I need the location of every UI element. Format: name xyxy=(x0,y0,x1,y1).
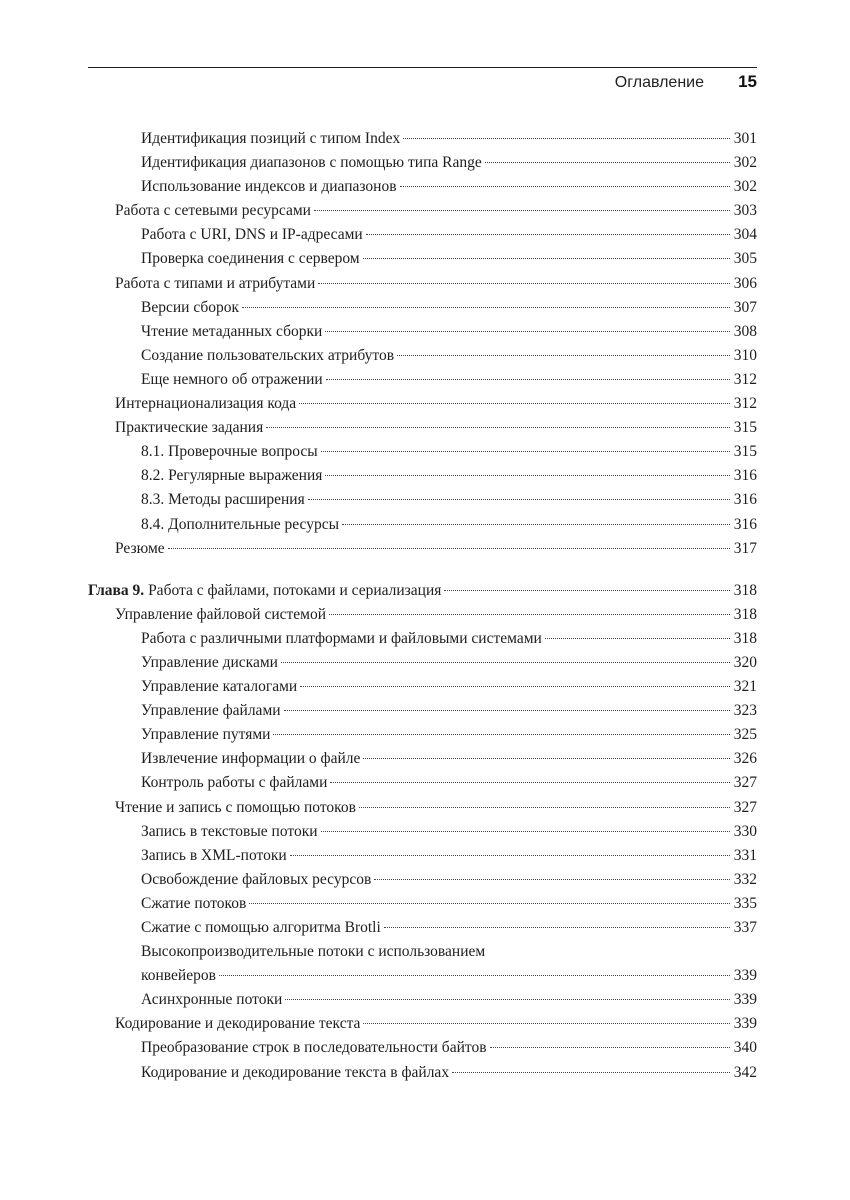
toc-entry-title: Кодирование и декодирование текста в файлах xyxy=(141,1063,450,1081)
toc-entry xyxy=(88,1061,757,1085)
toc-entry xyxy=(88,988,757,1012)
toc-entry xyxy=(88,892,757,916)
toc-entry-title: 8.1. Проверочные вопросы xyxy=(141,443,318,461)
toc-entry-title: Преобразование строк в последовательности байтов xyxy=(141,1039,487,1057)
toc-entry xyxy=(88,320,757,344)
toc-entry xyxy=(88,651,757,675)
dot-leader xyxy=(444,590,730,591)
dot-leader xyxy=(366,234,730,235)
toc-entry-title-continuation: конвейеров xyxy=(141,967,216,985)
toc-entry-page: 307 xyxy=(733,298,757,316)
toc-entry-page: 340 xyxy=(733,1039,757,1057)
toc-entry-page: 316 xyxy=(733,515,757,533)
toc-entry-title: Версии сборок xyxy=(141,298,240,316)
toc-entry xyxy=(88,796,757,820)
toc-entry-title: Работа с различными платформами и файловыми системами xyxy=(141,629,542,647)
toc-entry-title: Асинхронные потоки xyxy=(141,991,283,1009)
toc-entry-page: 325 xyxy=(733,726,757,744)
dot-leader xyxy=(242,307,730,308)
toc-entry-title: Управление каталогами xyxy=(141,678,298,696)
toc-entry-page: 339 xyxy=(733,1015,757,1033)
dot-leader xyxy=(325,331,730,332)
toc-entry-page: 306 xyxy=(733,274,757,292)
toc-entry xyxy=(88,247,757,271)
toc-entry-page: 312 xyxy=(733,370,757,388)
toc-entry-page: 330 xyxy=(733,822,757,840)
toc-entry-page: 320 xyxy=(733,653,757,671)
header-rule xyxy=(88,67,757,68)
dot-leader xyxy=(403,138,730,139)
toc-entry-page: 326 xyxy=(733,750,757,768)
toc-entry-title: Управление дисками xyxy=(141,653,278,671)
toc-entry xyxy=(88,223,757,247)
toc-entry-title: Работа с URI, DNS и IP-адресами xyxy=(141,226,363,244)
toc-entry xyxy=(88,916,757,940)
toc-entry xyxy=(88,416,757,440)
toc-entry-title: Управление файловой системой xyxy=(115,605,327,623)
toc-entry-page: 335 xyxy=(733,894,757,912)
dot-leader xyxy=(384,927,730,928)
toc-entry-title: 8.2. Регулярные выражения xyxy=(141,467,323,485)
chapter-label: Глава 9. xyxy=(88,581,145,599)
toc-entry-page: 317 xyxy=(733,539,757,557)
toc-entry-title: Запись в текстовые потоки xyxy=(141,822,318,840)
toc-entry xyxy=(88,513,757,537)
dot-leader xyxy=(452,1072,730,1073)
dot-leader xyxy=(359,807,730,808)
toc-entry xyxy=(88,199,757,223)
toc-entry xyxy=(88,296,757,320)
toc-entry-title: Еще немного об отражении xyxy=(141,370,323,388)
toc-entry-page: 323 xyxy=(733,702,757,720)
toc-entry-page: 318 xyxy=(733,605,757,623)
toc-entry-title: Проверка соединения с сервером xyxy=(141,250,360,268)
toc-entry-page: 327 xyxy=(733,774,757,792)
dot-leader xyxy=(300,686,730,687)
toc-entry-title: 8.4. Дополнительные ресурсы xyxy=(141,515,340,533)
toc-entry-title: Высокопроизводительные потоки с использованием xyxy=(141,943,486,961)
toc-entry-page: 304 xyxy=(733,226,757,244)
dot-leader xyxy=(363,258,730,259)
toc-entry xyxy=(88,272,757,296)
toc-entry xyxy=(88,675,757,699)
toc-entry-title: Идентификация диапазонов с помощью типа Range xyxy=(141,154,482,172)
dot-leader xyxy=(321,451,730,452)
toc-entry xyxy=(88,392,757,416)
dot-leader xyxy=(273,734,730,735)
toc-entry xyxy=(88,151,757,175)
dot-leader xyxy=(325,475,730,476)
toc-entry-page: 301 xyxy=(733,130,757,147)
toc-entry-title: Управление файлами xyxy=(141,702,281,720)
dot-leader xyxy=(397,355,730,356)
table-of-contents xyxy=(88,127,757,1085)
dot-leader xyxy=(400,186,730,187)
dot-leader xyxy=(266,427,730,428)
toc-entry-title: Запись в XML-потоки xyxy=(141,846,287,864)
toc-entry-title: Сжатие с помощью алгоритма Brotli xyxy=(141,919,381,936)
toc-entry xyxy=(88,627,757,651)
toc-chapter-entry xyxy=(88,579,757,603)
toc-entry xyxy=(88,771,757,795)
toc-entry-page: 342 xyxy=(733,1063,757,1081)
toc-entry-title: Сжатие потоков xyxy=(141,894,247,912)
toc-entry-page: 310 xyxy=(733,346,757,364)
toc-entry-page: 312 xyxy=(733,395,757,413)
toc-entry-page: 327 xyxy=(733,798,757,816)
toc-entry-page: 339 xyxy=(733,967,757,985)
dot-leader xyxy=(363,1023,730,1024)
page-number: 15 xyxy=(738,72,757,91)
toc-entry-title: Создание пользовательских атрибутов xyxy=(141,346,395,364)
dot-leader xyxy=(285,999,730,1000)
toc-entry xyxy=(88,699,757,723)
toc-entry-title: Идентификация позиций с типом Index xyxy=(141,130,401,147)
toc-entry xyxy=(88,344,757,368)
toc-entry-title: 8.3. Методы расширения xyxy=(141,491,305,509)
dot-leader xyxy=(314,210,730,211)
dot-leader xyxy=(330,782,730,783)
toc-entry-page: 318 xyxy=(733,581,757,599)
toc-entry-title: Управление путями xyxy=(141,726,271,744)
dot-leader xyxy=(281,662,730,663)
running-title: Оглавление xyxy=(614,74,704,91)
toc-entry xyxy=(88,940,757,988)
toc-entry-page: 302 xyxy=(733,154,757,172)
toc-entry-page: 303 xyxy=(733,202,757,220)
toc-entry xyxy=(88,868,757,892)
toc-entry-title: Контроль работы с файлами xyxy=(141,774,328,792)
toc-entry-title: Работа с типами и атрибутами xyxy=(115,274,316,292)
toc-entry-title: Освобождение файловых ресурсов xyxy=(141,870,372,888)
toc-entry-title: Кодирование и декодирование текста xyxy=(115,1015,361,1033)
toc-entry-page: 318 xyxy=(733,629,757,647)
dot-leader xyxy=(168,548,730,549)
dot-leader xyxy=(374,879,730,880)
toc-entry-page: 339 xyxy=(733,991,757,1009)
toc-entry xyxy=(88,488,757,512)
toc-entry-title: Чтение метаданных сборки xyxy=(141,322,323,340)
toc-entry-title: Резюме xyxy=(115,539,165,557)
toc-entry xyxy=(88,464,757,488)
dot-leader xyxy=(363,758,730,759)
toc-entry-page: 337 xyxy=(733,919,757,936)
toc-entry-title: Использование индексов и диапазонов xyxy=(141,178,397,196)
dot-leader xyxy=(342,524,730,525)
toc-entry-title: Работа с сетевыми ресурсами xyxy=(115,202,311,220)
toc-entry-title: Практические задания xyxy=(115,419,264,437)
toc-entry-title: Интернационализация кода xyxy=(115,395,297,413)
toc-entry-page: 316 xyxy=(733,491,757,509)
toc-entry-page: 308 xyxy=(733,322,757,340)
toc-entry-page: 321 xyxy=(733,678,757,696)
toc-entry-page: 302 xyxy=(733,178,757,196)
toc-entry-page: 315 xyxy=(733,419,757,437)
dot-leader xyxy=(299,403,730,404)
toc-entry xyxy=(88,537,757,561)
toc-entry-title: Работа с файлами, потоками и сериализация xyxy=(148,581,442,599)
toc-entry xyxy=(88,820,757,844)
toc-entry-page: 315 xyxy=(733,443,757,461)
toc-entry xyxy=(88,440,757,464)
dot-leader xyxy=(219,975,730,976)
toc-entry-title: Извлечение информации о файле xyxy=(141,750,361,768)
toc-entry-title: Чтение и запись с помощью потоков xyxy=(115,798,356,816)
dot-leader xyxy=(284,710,730,711)
toc-entry-page: 316 xyxy=(733,467,757,485)
toc-entry xyxy=(88,747,757,771)
dot-leader xyxy=(329,614,730,615)
dot-leader xyxy=(249,903,730,904)
toc-entry xyxy=(88,844,757,868)
dot-leader xyxy=(321,831,730,832)
toc-entry xyxy=(88,603,757,627)
toc-entry xyxy=(88,723,757,747)
dot-leader xyxy=(326,379,730,380)
toc-entry xyxy=(88,1012,757,1036)
toc-entry xyxy=(88,368,757,392)
toc-entry xyxy=(88,127,757,151)
dot-leader xyxy=(290,855,730,856)
dot-leader xyxy=(318,283,730,284)
dot-leader xyxy=(308,499,730,500)
toc-chapter-heading xyxy=(88,579,441,603)
toc-entry-page: 331 xyxy=(733,846,757,864)
dot-leader xyxy=(485,162,730,163)
dot-leader xyxy=(490,1047,730,1048)
dot-leader xyxy=(545,638,730,639)
toc-entry-page: 332 xyxy=(733,870,757,888)
toc-entry xyxy=(88,1036,757,1060)
toc-entry xyxy=(88,175,757,199)
toc-entry-page: 305 xyxy=(733,250,757,268)
